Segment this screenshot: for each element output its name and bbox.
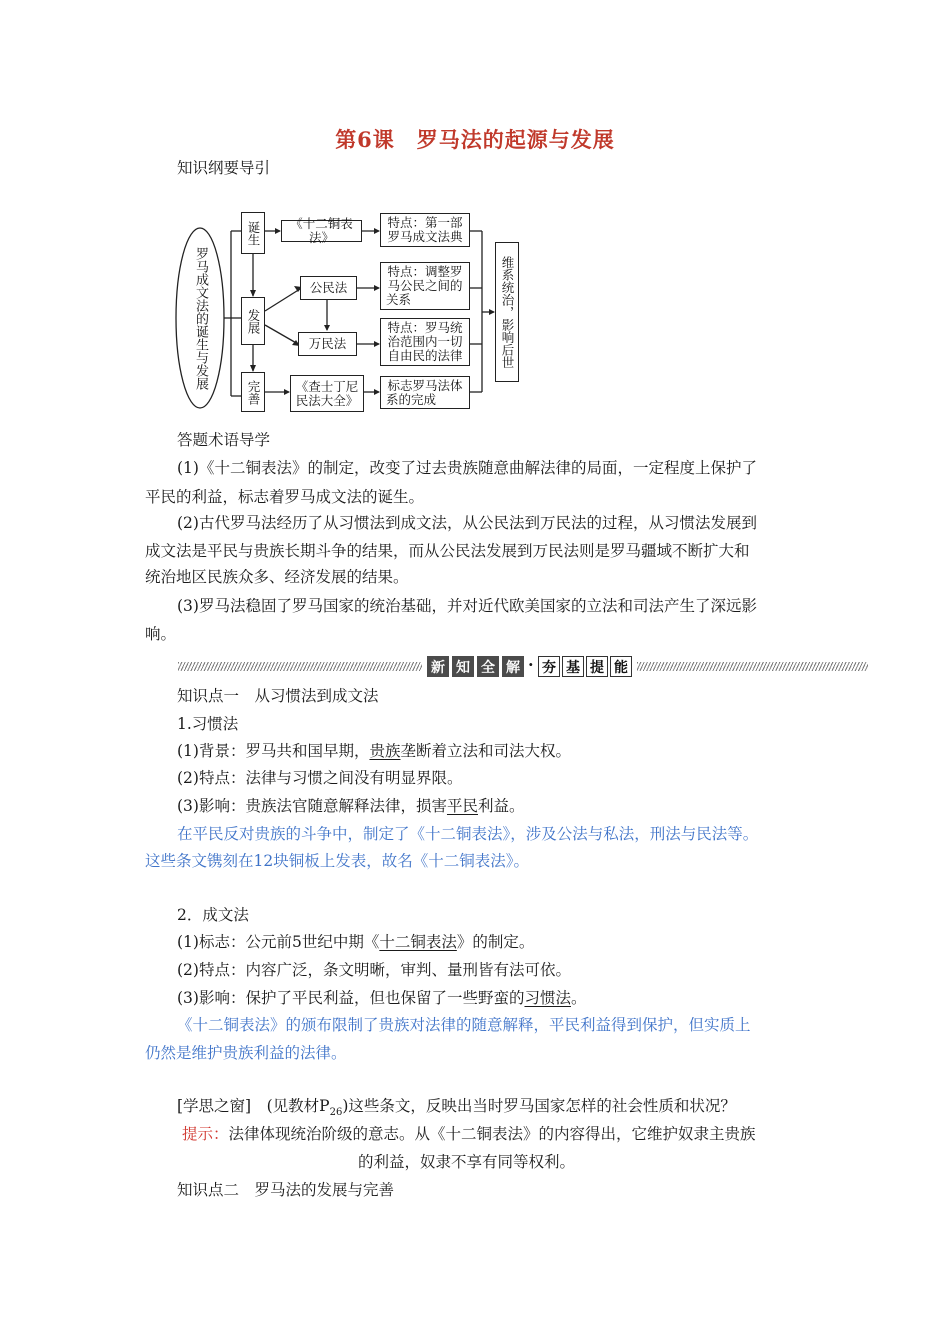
- diagram-root: 罗马成文法的诞生与发展: [193, 246, 208, 390]
- box-twelve-tables: 《十二铜表法》: [281, 220, 362, 242]
- outline-heading: 知识纲要导引: [177, 159, 271, 177]
- study-window-ref: (见教材P: [266, 1097, 330, 1115]
- kp1-note: 仍然是维护贵族利益的法律。: [145, 1044, 347, 1062]
- kp1-item: [177, 796, 525, 816]
- banner-dot: ·: [528, 655, 534, 674]
- kp1-heading: 知识点一 从习惯法到成文法: [177, 687, 379, 705]
- feature-2-line: 特点：调整罗: [387, 264, 463, 279]
- banner-char: 夯: [538, 656, 560, 677]
- item-text: (1)背景：罗马共和国早期，: [177, 742, 370, 760]
- kp1-item: [177, 768, 462, 788]
- box-feature-2: [380, 262, 470, 310]
- feature-4-line: 标志罗马法体: [387, 377, 463, 393]
- feature-1-line: 罗马成文法典: [387, 229, 463, 244]
- box-feature-1: [380, 213, 470, 247]
- feature-3-line: 治范围内一切: [387, 334, 463, 349]
- item-text: (2)特点：法律与习惯之间没有明显界限。: [177, 769, 463, 787]
- term-line: 平民的利益，标志着罗马成文法的诞生。: [145, 488, 425, 506]
- study-window-ref-page: 26: [329, 1107, 343, 1119]
- study-window-question: [177, 1096, 736, 1123]
- item-answer: 贵族: [369, 742, 401, 760]
- box-civil-law: 公民法: [300, 276, 357, 300]
- box-jus-gentium: 万民法: [298, 332, 357, 356]
- study-window-text: )这些条文，反映出当时罗马国家怎样的社会性质和状况？: [342, 1097, 736, 1115]
- item-text: (3)影响：贵族法官随意解释法律，损害: [177, 797, 447, 815]
- box-feature-3: [380, 318, 470, 366]
- terms-heading: 答题术语导学: [177, 431, 271, 449]
- hint-line: 的利益，奴隶不享有同等权利。: [358, 1153, 576, 1171]
- justinian-line: 《查士丁尼: [295, 378, 359, 394]
- banner-char: 新: [427, 656, 449, 677]
- feature-3-line: 自由民的法律: [387, 348, 463, 363]
- banner-char: 全: [477, 656, 499, 677]
- kp1-item: [177, 988, 587, 1008]
- term-line: 成文法是平民与贵族长期斗争的结果，而从公民法发展到万民法则是罗马疆域不断扩大和: [145, 542, 750, 560]
- stage-completion: 完善: [241, 372, 265, 412]
- term-line: (2)古代罗马法经历了从习惯法到成文法，从公民法到万民法的过程，从习惯法发展到: [177, 514, 757, 532]
- page-title: 第6课 罗马法的起源与发展: [335, 127, 615, 152]
- study-window-label: [学思之窗]: [177, 1097, 252, 1115]
- outline-diagram: [0, 0, 950, 420]
- banner-char: 提: [586, 656, 608, 677]
- item-text: (3)影响：保护了平民利益，但也保留了一些野蛮的: [177, 989, 525, 1007]
- feature-2-line: 关系: [386, 292, 412, 307]
- stage-development: 发展: [241, 297, 265, 345]
- kp2-heading: 知识点二 罗马法的发展与完善: [177, 1181, 395, 1199]
- banner-char: 能: [610, 656, 632, 677]
- feature-4-line: 系的完成: [386, 391, 437, 407]
- kp1-sub1: 1.习惯法: [177, 715, 239, 733]
- box-result: 维系统治，影响后世: [495, 242, 519, 382]
- term-line: (1)《十二铜表法》的制定，改变了过去贵族随意曲解法律的局面，一定程度上保护了: [177, 459, 757, 477]
- item-text: 利益。: [477, 797, 525, 815]
- hint-text: 法律体现统治阶级的意志。从《十二铜表法》的内容得出，它维护奴隶主贵族: [228, 1125, 756, 1143]
- diagram-connectors: [0, 0, 950, 420]
- kp1-note: 在平民反对贵族的斗争中，制定了《十二铜表法》，涉及公法与私法，刑法与民法等。: [177, 825, 759, 843]
- banner-stripe-right: [637, 662, 868, 671]
- item-text: (1)标志：公元前5世纪中期《: [177, 933, 380, 951]
- feature-2-line: 马公民之间的: [387, 278, 463, 293]
- hint-line: [182, 1124, 756, 1144]
- banner-char: 知: [452, 656, 474, 677]
- kp1-item: [177, 960, 571, 980]
- justinian-line: 民法大全》: [295, 392, 359, 408]
- stage-birth: 诞生: [241, 212, 265, 254]
- hint-label: 提示：: [182, 1125, 229, 1143]
- term-line: (3)罗马法稳固了罗马国家的统治基础，并对近代欧美国家的立法和司法产生了深远影: [177, 597, 757, 615]
- box-feature-4: [380, 376, 470, 409]
- feature-1-line: 特点：第一部: [387, 215, 463, 230]
- box-justinian: [290, 375, 364, 412]
- kp1-item: [177, 741, 571, 761]
- banner-char: 基: [562, 656, 584, 677]
- banner-char: 解: [502, 656, 524, 677]
- feature-3-line: 特点：罗马统: [387, 320, 463, 335]
- kp1-item: [177, 932, 534, 952]
- kp1-sub2: 2．成文法: [177, 906, 249, 924]
- item-answer: 十二铜表法: [379, 933, 457, 951]
- item-text: (2)特点：内容广泛，条文明晰，审判、量刑皆有法可依。: [177, 961, 571, 979]
- item-text: 》的制定。: [456, 933, 535, 951]
- kp1-note: 《十二铜表法》的颁布限制了贵族对法律的随意解释，平民利益得到保护，但实质上: [177, 1016, 751, 1034]
- kp1-note: 这些条文镌刻在12块铜板上发表，故名《十二铜表法》。: [145, 852, 529, 870]
- banner-stripe-left: [178, 662, 422, 671]
- item-text: 。: [570, 989, 587, 1007]
- item-text: 垄断着立法和司法大权。: [400, 742, 571, 760]
- item-answer: 平民: [446, 797, 478, 815]
- term-line: 响。: [145, 625, 177, 643]
- item-answer: 习惯法: [524, 989, 571, 1007]
- term-line: 统治地区民族众多、经济发展的结果。: [145, 568, 409, 586]
